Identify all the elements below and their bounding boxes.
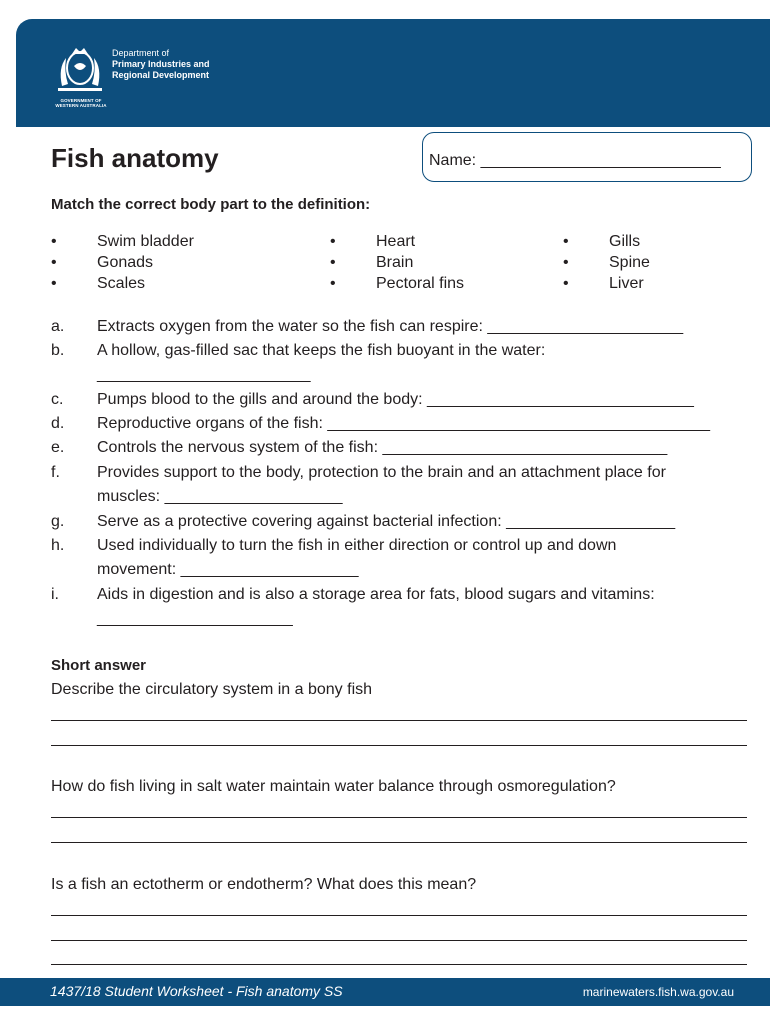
crest-line-1: GOVERNMENT OF (60, 98, 102, 103)
answer-blank[interactable]: ______________________ (97, 610, 293, 627)
bullet: • (51, 233, 57, 250)
question-text: Reproductive organs of the fish: ___________________________________________ (97, 415, 710, 432)
bullet: • (563, 254, 569, 271)
option-gills: Gills (609, 233, 641, 250)
bullet: • (563, 233, 569, 250)
answer-line[interactable] (51, 964, 747, 965)
answer-line[interactable] (51, 720, 747, 721)
question-text: Used individually to turn the fish in either direction or control up and down (97, 537, 617, 554)
footer-website: marinewaters.fish.wa.gov.au (582, 985, 734, 999)
answer-line[interactable] (51, 915, 747, 916)
option-heart: Heart (376, 233, 416, 250)
name-label: Name: ___________________________ (429, 152, 721, 169)
name-field[interactable] (422, 132, 752, 182)
short-answer-heading: Short answer (51, 657, 147, 674)
question-text: Extracts oxygen from the water so the fish can respire: ______________________ (97, 318, 684, 335)
question-letter: h. (51, 537, 65, 554)
question-letter: e. (51, 439, 65, 456)
answer-blank[interactable]: muscles: ____________________ (97, 488, 343, 505)
bullet: • (330, 275, 336, 292)
footer-document-id: 1437/18 Student Worksheet - Fish anatomy SS (50, 983, 343, 999)
option-liver: Liver (609, 275, 644, 292)
short-answer-question-3: Is a fish an ectotherm or endotherm? What does this mean? (51, 876, 477, 893)
question-text: Pumps blood to the gills and around the body: ______________________________ (97, 391, 694, 408)
answer-blank[interactable]: movement: ____________________ (97, 561, 359, 578)
short-answer-question-1: Describe the circulatory system in a bony fish (51, 681, 373, 698)
bullet: • (563, 275, 569, 292)
option-swim-bladder: Swim bladder (97, 233, 194, 250)
answer-line[interactable] (51, 745, 747, 746)
department-name (112, 48, 210, 81)
wa-government-crest-icon (52, 38, 108, 94)
question-letter: g. (51, 513, 65, 530)
question-text: A hollow, gas-filled sac that keeps the fish buoyant in the water: (97, 342, 546, 359)
option-gonads: Gonads (97, 254, 154, 271)
question-text: Serve as a protective covering against bacterial infection: ___________________ (97, 513, 676, 530)
bullet: • (330, 233, 336, 250)
question-letter: d. (51, 415, 65, 432)
question-letter: c. (51, 391, 64, 408)
dept-line-3: Regional Development (112, 70, 210, 80)
matching-instruction: Match the correct body part to the definition: (51, 196, 371, 213)
dept-line-1: Department of (112, 48, 170, 58)
question-letter: f. (51, 464, 60, 481)
short-answer-question-2: How do fish living in salt water maintain water balance through osmoregulation? (51, 778, 616, 795)
question-letter: a. (51, 318, 65, 335)
dept-line-2: Primary Industries and (112, 59, 210, 69)
bullet: • (51, 254, 57, 271)
option-pectoral-fins: Pectoral fins (376, 275, 465, 292)
crest-caption (50, 98, 112, 108)
bullet: • (330, 254, 336, 271)
option-spine: Spine (609, 254, 650, 271)
crest-line-2: WESTERN AUSTRALIA (55, 103, 107, 108)
question-letter: b. (51, 342, 65, 359)
question-letter: i. (51, 586, 59, 603)
answer-line[interactable] (51, 842, 747, 843)
option-scales: Scales (97, 275, 146, 292)
question-text: Provides support to the body, protection to the brain and an attachment place for (97, 464, 666, 481)
question-text: Controls the nervous system of the fish: ________________________________ (97, 439, 668, 456)
answer-blank[interactable]: ________________________ (97, 366, 311, 383)
answer-line[interactable] (51, 940, 747, 941)
option-brain: Brain (376, 254, 414, 271)
page-title: Fish anatomy (51, 143, 219, 173)
footer-bar (0, 978, 770, 1006)
question-text: Aids in digestion and is also a storage area for fats, blood sugars and vitamins: (97, 586, 655, 603)
answer-line[interactable] (51, 817, 747, 818)
bullet: • (51, 275, 57, 292)
